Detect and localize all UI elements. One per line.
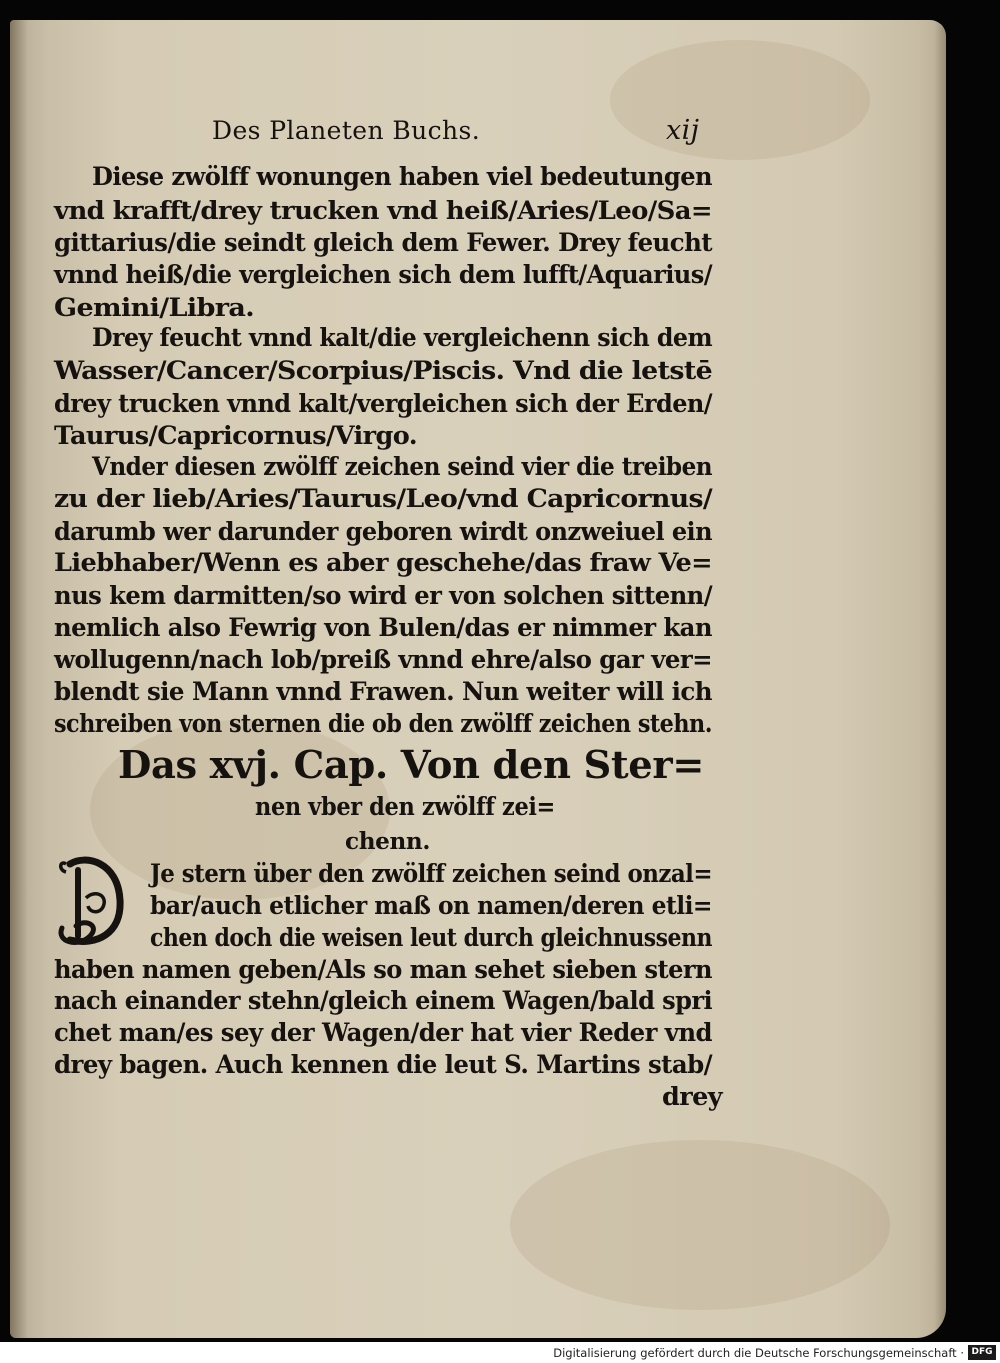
decorated-initial [56, 856, 126, 948]
paper-stain [510, 1140, 890, 1310]
chapter-heading: chenn. [345, 828, 430, 855]
text-line: zu der lieb/Aries/Taurus/Leo/vnd Capricornus/ [54, 484, 713, 514]
chapter-heading: nen vber den zwölff zei= [255, 792, 556, 821]
text-line: blendt sie Mann vnnd Frawen. Nun weiter will ich [54, 677, 712, 707]
text-line: Diese zwölff wonungen haben viel bedeutungen [92, 162, 712, 192]
text-line: Vnder diesen zwölff zeichen seind vier die treiben [92, 452, 713, 482]
text-line: wollugenn/nach lob/preiß vnnd ehre/also gar ver= [54, 645, 713, 675]
text-line: nus kem darmitten/so wird er von solchen sittenn/ [54, 581, 713, 611]
folio-number: xij [666, 115, 700, 146]
text-line: Liebhaber/Wenn es aber geschehe/das fraw Ve= [54, 548, 713, 578]
running-title: Des Planeten Buchs. [212, 116, 481, 145]
text-line: Taurus/Capricornus/Virgo. [54, 421, 418, 451]
text-line: Je stern über den zwölff zeichen seind onzal= [150, 859, 712, 889]
chapter-heading: Das xvj. Cap. Von den Ster= [118, 742, 705, 787]
text-line: Gemini/Libra. [54, 293, 255, 323]
dfg-logo: DFG [968, 1345, 996, 1360]
text-line: haben namen geben/Als so man sehet sieben stern [54, 955, 713, 985]
text-line: Drey feucht vnnd kalt/die vergleichenn sich dem [92, 323, 713, 353]
text-line: Wasser/Cancer/Scorpius/Piscis. Vnd die letstē [54, 356, 713, 386]
text-line: vnd krafft/drey trucken vnd heiß/Aries/Leo/Sa= [54, 196, 712, 226]
text-line: bar/auch etlicher maß on namen/deren etli= [150, 891, 713, 921]
text-line: chet man/es sey der Wagen/der hat vier Reder vnd [54, 1018, 712, 1048]
paper-stain [610, 40, 870, 160]
digitization-credit-bar [0, 1342, 1000, 1363]
text-line: gittarius/die seindt gleich dem Fewer. Drey feucht [54, 228, 713, 258]
catchword: drey [662, 1082, 723, 1112]
text-line: chen doch die weisen leut durch gleichnussenn [150, 923, 712, 953]
text-line: drey trucken vnnd kalt/vergleichen sich der Erden/ [54, 389, 712, 419]
funding-credit: Digitalisierung gefördert durch die Deutsche Forschungsgemeinschaft · [553, 1346, 964, 1360]
text-line: drey bagen. Auch kennen die leut S. Martins stab/ [54, 1050, 713, 1080]
text-line: vnnd heiß/die vergleichen sich dem lufft/Aquarius/ [54, 260, 712, 290]
text-line: darumb wer darunder geboren wirdt onzweiuel ein [54, 517, 713, 547]
text-line: nach einander stehn/gleich einem Wagen/bald spri [54, 986, 713, 1016]
text-line: nemlich also Fewrig von Bulen/das er nimmer kan [54, 613, 712, 643]
text-line: schreiben von sternen die ob den zwölff zeichen stehn. [54, 709, 712, 739]
